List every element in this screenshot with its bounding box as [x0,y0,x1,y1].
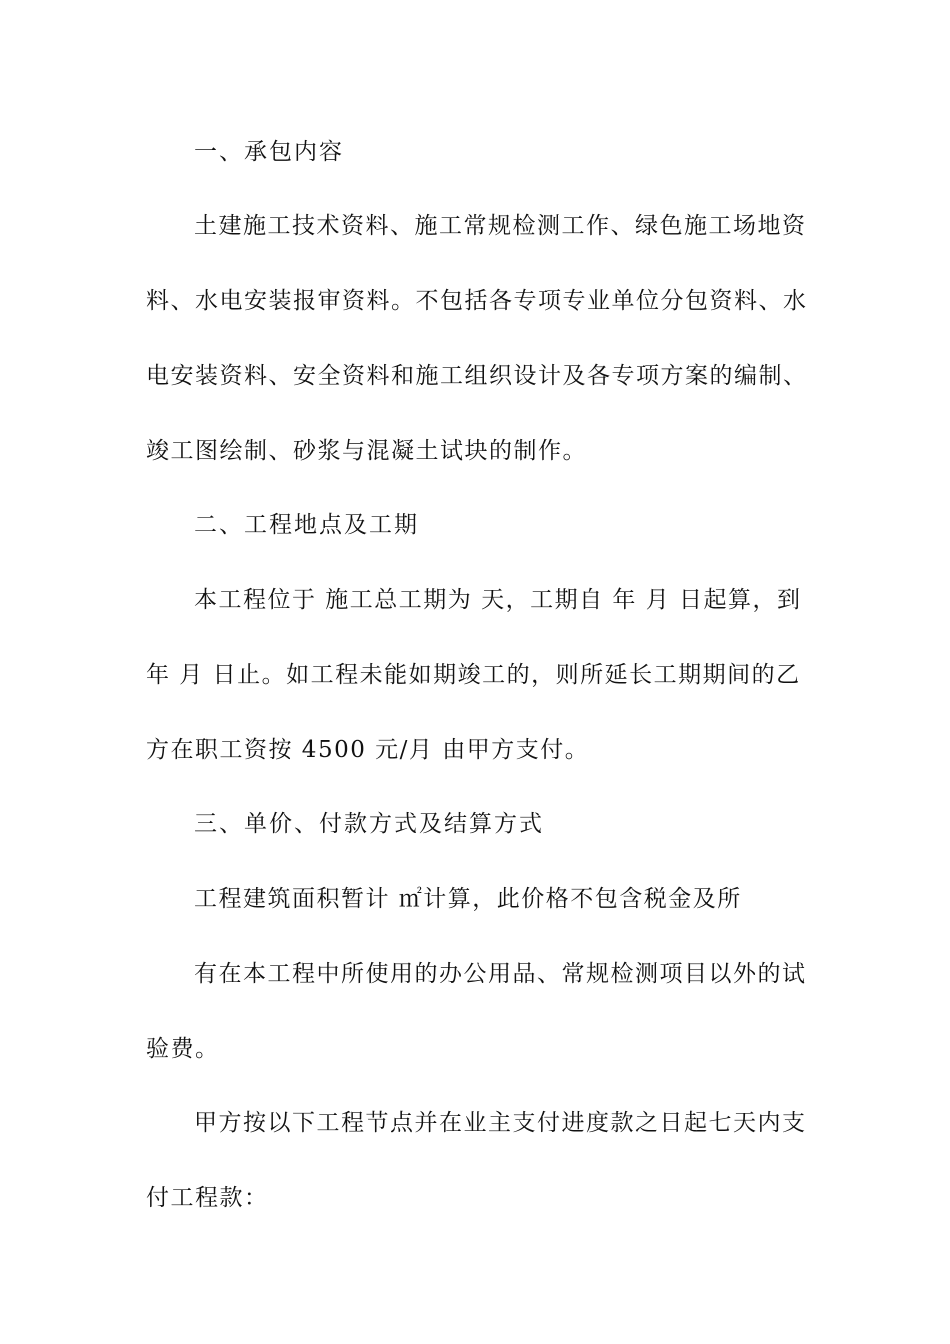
section-1-line-3: 电安装资料、安全资料和施工组织设计及各专项方案的编制、 [146,363,808,389]
section-3-para-2-line-2: 验费。 [146,1036,220,1062]
section-1-line-2: 料、水电安装报审资料。不包括各专项专业单位分包资料、水 [146,288,808,314]
section-2-heading: 二、工程地点及工期 [194,512,419,538]
section-1-heading: 一、承包内容 [194,139,344,165]
section-3-para-3-line-2: 付工程款： [146,1185,269,1211]
section-2-line-3: 方在职工资按 4500 元/月 由甲方支付。 [146,737,590,763]
section-3-para-3-line-1: 甲方按以下工程节点并在业主支付进度款之日起七天内支 [194,1110,807,1136]
section-2-line-1: 本工程位于 施工总工期为 天，工期自 年 月 日起算，到 [194,587,802,613]
section-2-line-2: 年 月 日止。如工程未能如期竣工的，则所延长工期期间的乙 [146,662,801,688]
section-1-line-1: 土建施工技术资料、施工常规检测工作、绿色施工场地资 [194,213,807,239]
section-3-para-1-line-1: 工程建筑面积暂计 ㎡计算，此价格不包含税金及所 [194,886,742,912]
section-3-para-2-line-1: 有在本工程中所使用的办公用品、常规检测项目以外的试 [194,961,807,987]
section-1-line-4: 竣工图绘制、砂浆与混凝土试块的制作。 [146,438,587,464]
section-3-heading: 三、单价、付款方式及结算方式 [194,811,544,837]
